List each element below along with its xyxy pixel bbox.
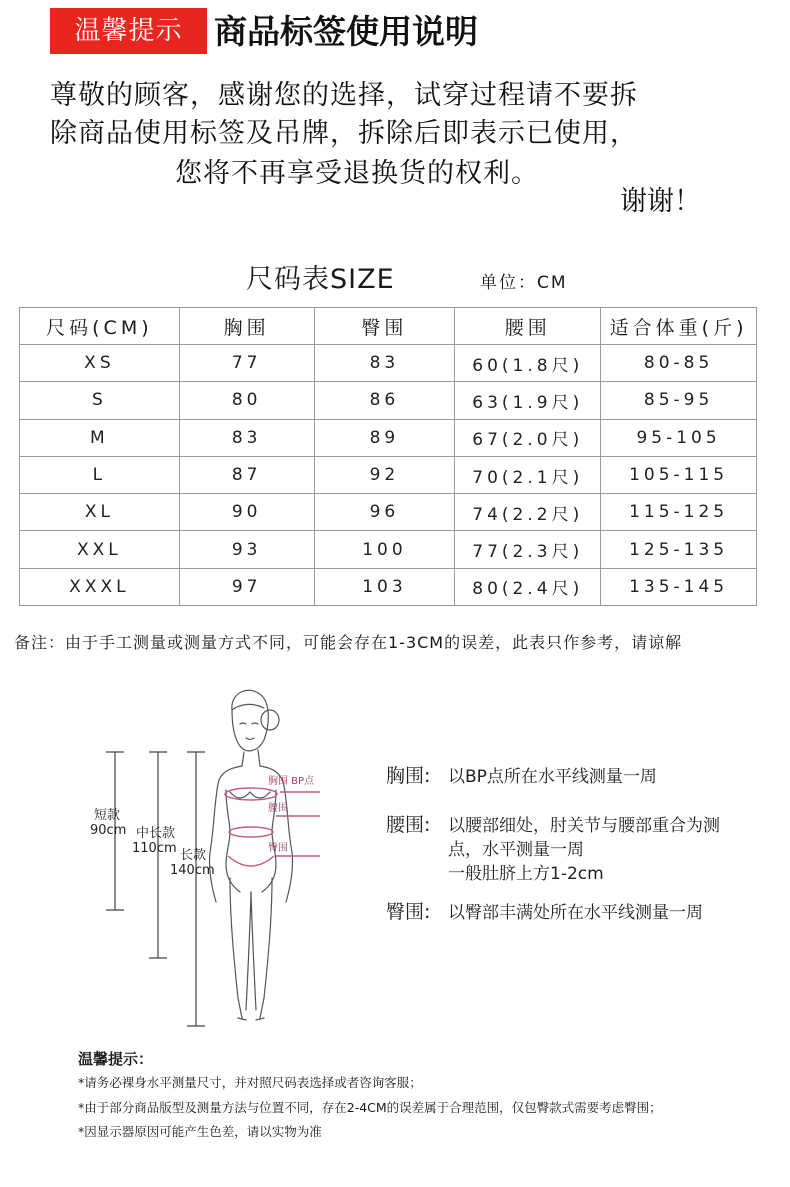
table-cell: 86: [314, 382, 455, 419]
table-cell: 85-95: [601, 382, 757, 419]
table-cell: 80(2.4尺): [455, 568, 601, 605]
table-cell: 93: [179, 531, 314, 568]
table-row: [20, 419, 757, 456]
tips-title: 温馨提示：: [78, 1050, 154, 1068]
reminder-badge: 温馨提示: [50, 8, 207, 54]
table-row: [20, 382, 757, 419]
waist-label: 腰围:: [386, 814, 431, 836]
table-row: [20, 456, 757, 493]
table-cell: 70(2.1尺): [455, 456, 601, 493]
table-cell: 77(2.3尺): [455, 531, 601, 568]
table-cell: 97: [179, 568, 314, 605]
hip-text: 以臀部丰满处所在水平线测量一周: [448, 903, 703, 923]
table-cell: XXXL: [20, 568, 180, 605]
column-header: 胸围: [179, 308, 314, 345]
page-title: 商品标签使用说明: [214, 12, 478, 51]
bust-text: 以BP点所在水平线测量一周: [448, 767, 657, 787]
table-cell: 74(2.2尺): [455, 494, 601, 531]
table-cell: 100: [314, 531, 455, 568]
length-mid-label: 中长款: [136, 826, 176, 841]
table-cell: XS: [20, 345, 180, 382]
tip-line-2: *由于部分商品版型及测量方法与位置不同，存在2-4CM的误差属于合理范围，仅包臀款式需要考虑臀围；: [78, 1100, 662, 1115]
table-row: [20, 568, 757, 605]
body-figure-illustration: [80, 680, 340, 1030]
table-row: [20, 345, 757, 382]
table-cell: XXL: [20, 531, 180, 568]
table-cell: XL: [20, 494, 180, 531]
table-cell: 67(2.0尺): [455, 419, 601, 456]
table-cell: 125-135: [601, 531, 757, 568]
column-header: 腰围: [455, 308, 601, 345]
notice-line-3: 您将不再享受退换货的权利。: [175, 158, 539, 189]
table-cell: 80: [179, 382, 314, 419]
size-chart-remark: 备注：由于手工测量或测量方式不同，可能会存在1-3CM的误差，此表只作参考，请谅解: [14, 633, 683, 652]
figure-tag-hip: 臀围: [268, 843, 288, 854]
table-cell: M: [20, 419, 180, 456]
column-header: 适合体重(斤): [601, 308, 757, 345]
size-table: [19, 307, 757, 606]
table-row: [20, 494, 757, 531]
table-cell: 83: [179, 419, 314, 456]
table-cell: 95-105: [601, 419, 757, 456]
column-header: 尺码(CM): [20, 308, 180, 345]
table-cell: 89: [314, 419, 455, 456]
notice-line-1: 尊敬的顾客，感谢您的选择，试穿过程请不要拆: [50, 80, 638, 111]
table-cell: 135-145: [601, 568, 757, 605]
length-short-value: 90cm: [90, 823, 127, 838]
notice-line-2: 除商品使用标签及吊牌，拆除后即表示已使用，: [50, 118, 638, 149]
table-cell: 90: [179, 494, 314, 531]
length-long-value: 140cm: [170, 863, 215, 878]
column-header: 臀围: [314, 308, 455, 345]
table-cell: 60(1.8尺): [455, 345, 601, 382]
hip-label: 臀围:: [386, 901, 431, 923]
size-chart-unit: 单位：CM: [480, 273, 568, 293]
table-cell: 87: [179, 456, 314, 493]
table-cell: 92: [314, 456, 455, 493]
table-cell: 103: [314, 568, 455, 605]
tip-line-1: *请务必裸身水平测量尺寸，并对照尺码表选择或者咨询客服；: [78, 1075, 422, 1090]
table-cell: 80-85: [601, 345, 757, 382]
figure-tag-bust: 胸围 BP点: [268, 776, 315, 787]
table-header-row: [20, 308, 757, 345]
table-cell: 96: [314, 494, 455, 531]
tip-line-3: *因显示器原因可能产生色差，请以实物为准: [78, 1124, 322, 1139]
table-cell: 105-115: [601, 456, 757, 493]
table-cell: 83: [314, 345, 455, 382]
table-cell: S: [20, 382, 180, 419]
waist-text-2: 点，水平测量一周: [448, 840, 584, 860]
size-chart-title: 尺码表SIZE: [246, 264, 395, 295]
waist-text-1: 以腰部细处，肘关节与腰部重合为测: [448, 816, 720, 836]
table-row: [20, 531, 757, 568]
bust-label: 胸围:: [386, 765, 431, 787]
table-cell: 77: [179, 345, 314, 382]
length-mid-value: 110cm: [132, 841, 177, 856]
notice-thanks: 谢谢！: [620, 186, 701, 217]
table-cell: 63(1.9尺): [455, 382, 601, 419]
length-short-label: 短款: [94, 808, 121, 823]
table-cell: L: [20, 456, 180, 493]
table-cell: 115-125: [601, 494, 757, 531]
figure-tag-waist: 腰围: [268, 803, 288, 814]
waist-text-3: 一般肚脐上方1-2cm: [448, 864, 604, 884]
length-long-label: 长款: [180, 848, 207, 863]
